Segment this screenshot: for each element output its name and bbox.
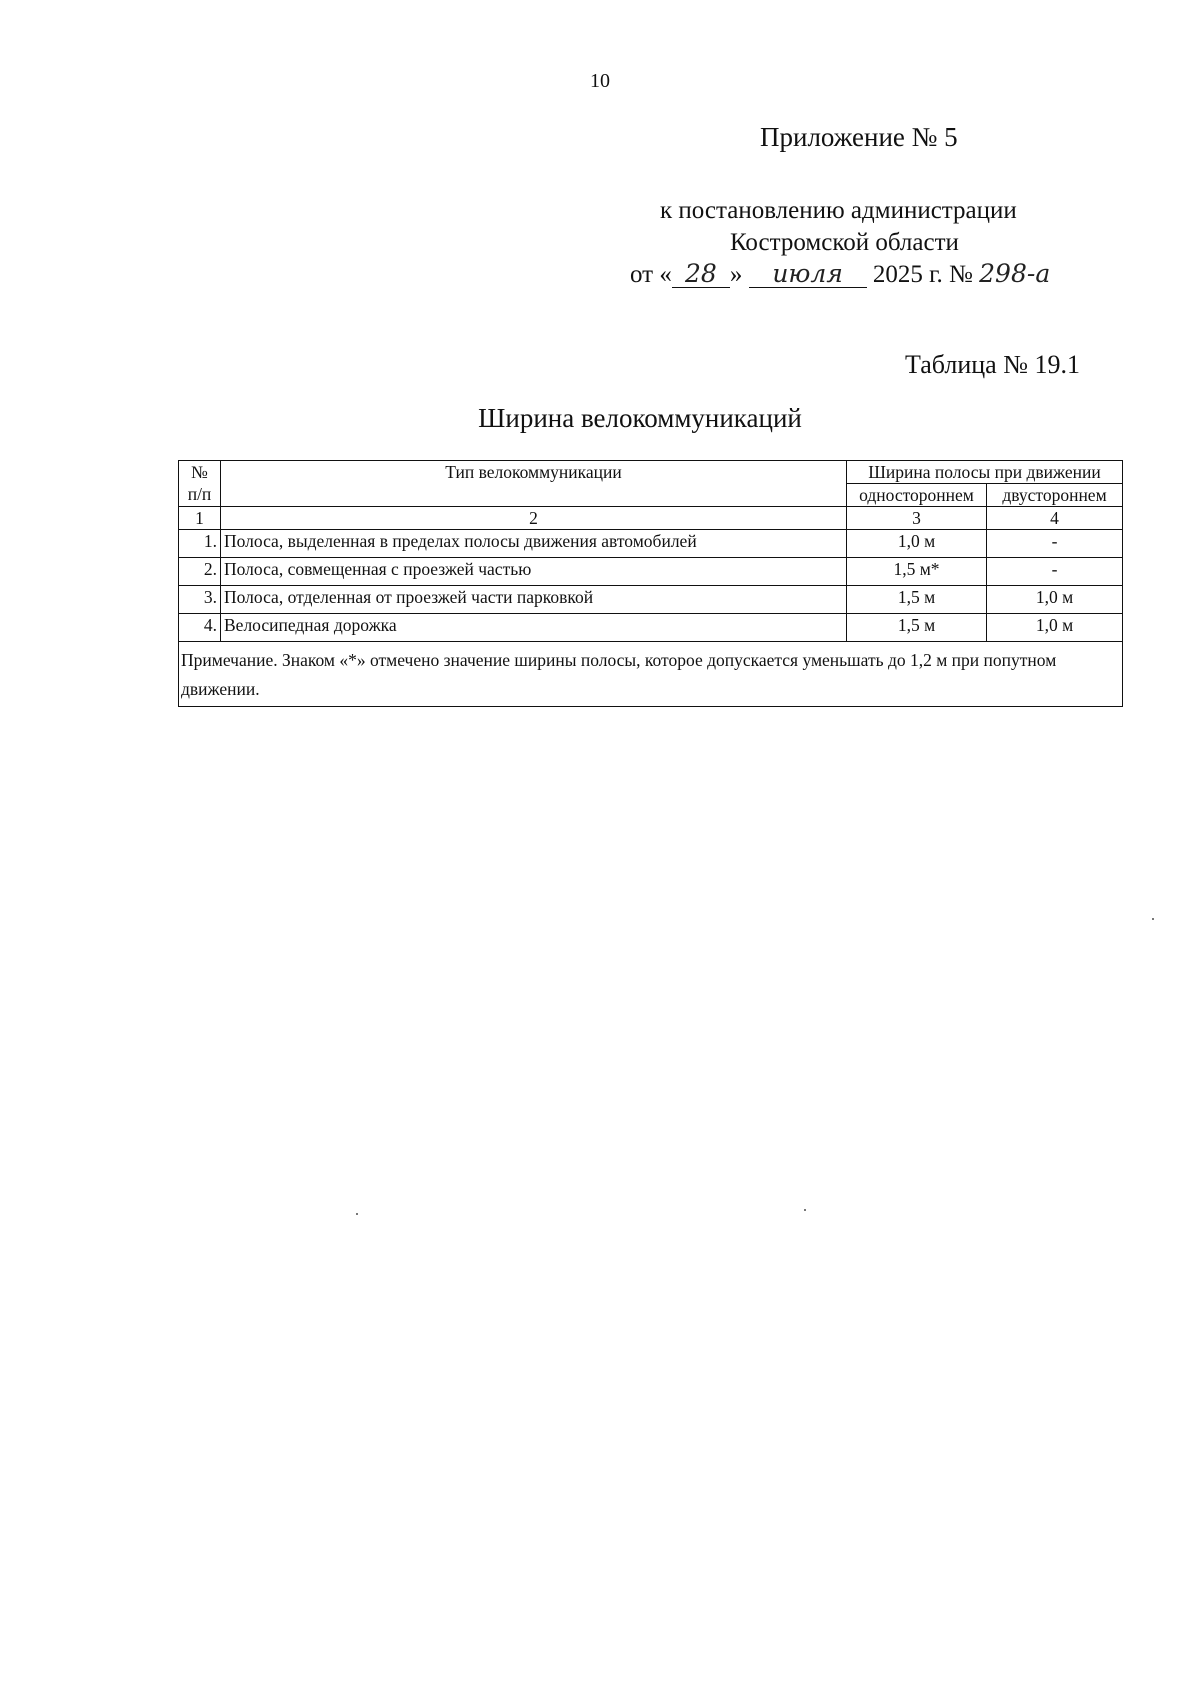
row-two-way: - [987,558,1123,586]
row-type: Велосипедная дорожка [221,614,847,642]
decree-day-handwritten: 28 [672,261,730,288]
scan-speck [356,1213,358,1215]
row-one-way: 1,5 м [847,586,987,614]
row-one-way: 1,5 м [847,614,987,642]
decree-date-line [630,259,1087,291]
decree-quote-close: » [729,261,743,288]
decree-month-handwritten: июля [749,261,867,288]
row-num: 3. [179,586,221,614]
decree-prefix: от « [630,261,672,288]
table-row [179,614,1123,642]
column-number: 4 [987,507,1123,530]
decree-line-2: Костромской области [730,229,959,256]
table-row [179,530,1123,558]
note-row [179,642,1123,707]
header-num: № п/п [179,461,221,507]
column-number: 2 [221,507,847,530]
table-note: Примечание. Знаком «*» отмечено значение ширины полосы, которое допускается уменьшать до 1,2 м при попутном движении. [179,642,1123,707]
row-type: Полоса, совмещенная с проезжей частью [221,558,847,586]
row-one-way: 1,5 м* [847,558,987,586]
row-num: 4. [179,614,221,642]
page-number: 10 [590,70,610,92]
row-two-way: 1,0 м [987,586,1123,614]
table-title: Ширина велокоммуникаций [478,403,802,433]
header-two-way: двустороннем [987,484,1123,507]
column-number-row [179,507,1123,530]
header-type: Тип велокоммуникации [221,461,847,507]
row-type: Полоса, отделенная от проезжей части парковкой [221,586,847,614]
row-two-way: 1,0 м [987,614,1123,642]
scan-speck [804,1209,806,1211]
bike-lanes-table [178,460,1123,707]
table-label: Таблица № 19.1 [905,350,1081,379]
table-row [179,558,1123,586]
decree-number-handwritten: 298-а [979,259,1051,288]
decree-year: 2025 г. № [872,261,973,288]
column-number: 1 [179,507,221,530]
header-width-group: Ширина полосы при движении [847,461,1123,484]
column-number: 3 [847,507,987,530]
row-one-way: 1,0 м [847,530,987,558]
row-two-way: - [987,530,1123,558]
decree-line-1: к постановлению администрации [660,197,1017,224]
table-row [179,586,1123,614]
scan-speck [1152,918,1154,920]
row-type: Полоса, выделенная в пределах полосы движения автомобилей [221,530,847,558]
row-num: 2. [179,558,221,586]
appendix-title: Приложение № 5 [760,122,958,152]
header-row-1 [179,461,1123,484]
row-num: 1. [179,530,221,558]
header-one-way: одностороннем [847,484,987,507]
